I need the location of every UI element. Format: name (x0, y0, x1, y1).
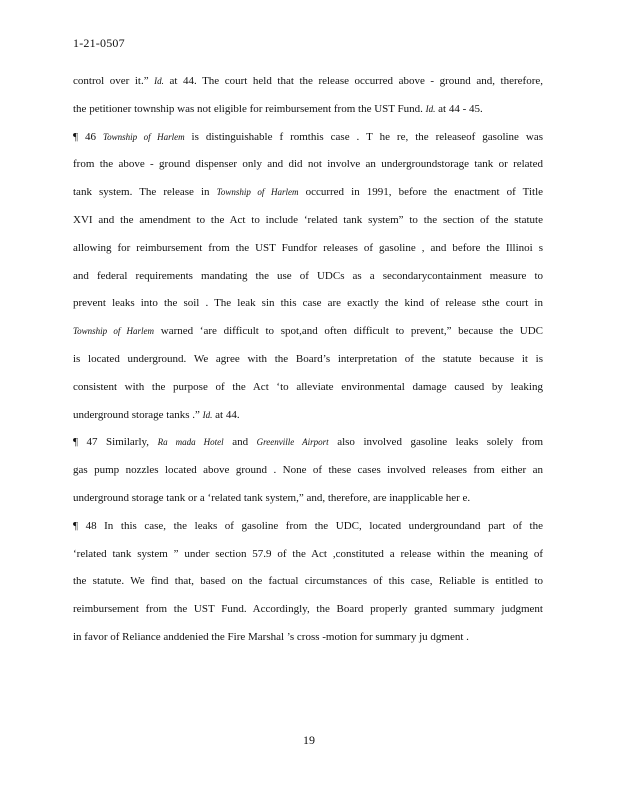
text-run: and (223, 436, 257, 449)
text-run: the statute. We find that, based on the factual circumstances of this case, Reliable is entitled to (73, 575, 543, 588)
text-line (73, 380, 543, 394)
case-citation: Ra mada Hotel (157, 437, 224, 448)
text-run: is distinguishable f romthis case . T he re, the releaseof gasoline was (184, 130, 543, 143)
text-run: ¶ 46 (73, 130, 103, 143)
text-line (73, 213, 543, 227)
text-line (73, 463, 543, 477)
text-run: allowing for reimbursement from the UST Fundfor releases of gasoline , and before the Illinoi s (73, 241, 543, 254)
case-number: 1-21-0507 (73, 36, 125, 50)
text-run: at 44 - 45. (435, 102, 483, 115)
text-run: the petitioner township was not eligible for reimbursement from the UST Fund. (73, 102, 426, 115)
text-line (73, 602, 543, 616)
text-run: consistent with the purpose of the Act ‘to alleviate environmental damage caused by leaking (73, 380, 543, 393)
text-run: reimbursement from the UST Fund. Accordingly, the Board properly granted summary judgment (73, 603, 543, 616)
text-line (73, 74, 543, 88)
text-run: and federal requirements mandating the use of UDCs as a secondarycontainment measure to (73, 269, 543, 282)
text-line (73, 408, 543, 422)
case-citation: Id. (154, 76, 164, 86)
text-run: ‘related tank system ” under section 57.9 of the Act ,constituted a release within the meaning of (73, 547, 543, 560)
text-run: control over it.” (73, 75, 155, 87)
text-line (73, 324, 543, 338)
text-line (73, 102, 543, 116)
text-line (73, 491, 543, 505)
case-citation: Township of Harlem (73, 326, 155, 337)
text-line (73, 352, 543, 366)
text-run: also involved gasoline leaks solely from (328, 436, 543, 449)
text-run: is located underground. We agree with the Board’s interpretation of the statute because it is (73, 353, 543, 365)
case-citation: Township of Harlem (216, 187, 299, 198)
case-citation: Id. (202, 409, 213, 420)
text-run: occurred in 1991, before the enactment of Title (298, 186, 543, 199)
text-line (73, 519, 543, 533)
text-run: ¶ 47 Similarly, (73, 436, 158, 449)
text-line (73, 241, 543, 255)
text-run: at 44. (212, 408, 240, 421)
case-citation: Id. (425, 103, 436, 114)
text-run: ¶ 48 In this case, the leaks of gasoline from the UDC, located undergroundand part of the (73, 519, 543, 532)
text-run: in favor of Reliance anddenied the Fire Marshal ’s cross -motion for summary ju dgment . (73, 631, 469, 643)
text-run: tank system. The release in (73, 186, 217, 199)
text-run: XVI and the amendment to the Act to include ‘related tank system” to the section of the statute (73, 214, 543, 226)
page-number: 19 (303, 733, 315, 747)
text-line (73, 547, 543, 561)
text-line (73, 435, 543, 449)
text-run: gas pump nozzles located above ground . None of these cases involved releases from either an (73, 464, 543, 477)
text-run: prevent leaks into the soil . The leak sin this case are exactly the kind of release sthe court in (73, 297, 543, 310)
case-citation: Greenville Airport (256, 437, 329, 448)
text-line (73, 574, 543, 588)
text-line (73, 296, 543, 310)
text-run: at 44. The court held that the release occurred above - ground and, therefore, (163, 75, 543, 87)
text-run: warned ‘are difficult to spot,and often difficult to prevent,” because the UDC (154, 325, 543, 338)
case-citation: Township of Harlem (102, 131, 185, 142)
text-line (73, 157, 543, 171)
text-line (73, 185, 543, 199)
text-run: underground storage tank or a ‘related tank system,” and, therefore, are inapplicable her e. (73, 492, 471, 504)
text-line (73, 269, 543, 283)
text-run: underground storage tanks .” (73, 408, 203, 421)
text-line (73, 130, 543, 144)
text-run: from the above - ground dispenser only and did not involve an undergroundstorage tank or related (73, 158, 543, 171)
text-line (73, 630, 543, 644)
